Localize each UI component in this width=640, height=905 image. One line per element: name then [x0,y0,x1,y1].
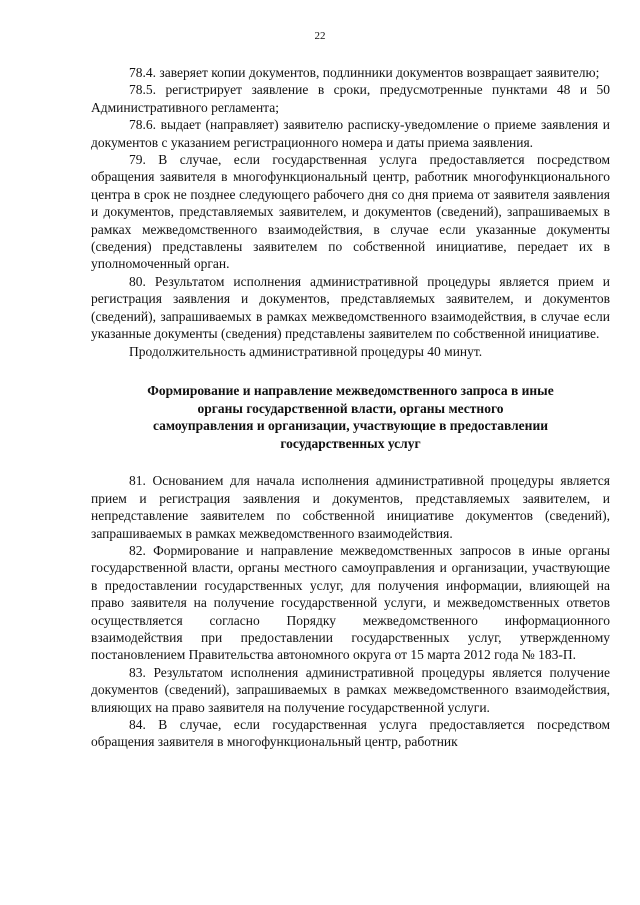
heading-line: органы государственной власти, органы местного [197,400,504,416]
paragraph-78-4: 78.4. заверяет копии документов, подлинники документов возвращает заявителю; [129,65,600,80]
heading-line: самоуправления и организации, участвующие в предоставлении [152,418,549,434]
section-administrative-procedure-reception [91,64,610,360]
heading-line: государственных услуг [280,435,421,451]
paragraph-79: 79. В случае, если государственная услуга предоставляется посредством обращения заявителя в многофункциональный центр, работник многофункционального центра в срок не позднее следующего рабочего дня со дня приема от заявителя заявления и документов, представляемых заявителем, и документов (сведений), запрашиваемых в рамках межведомственного взаимодействия, в случае если указанные документы (сведения) представлены заявителем по собственной инициативе, передает их в уполномоченный орган. [91,152,610,272]
section-heading [91,382,610,452]
paragraph-82: 82. Формирование и направление межведомственных запросов в иные органы государственной власти, органы местного самоуправления и организации, участвующие в предоставлении государственных услуг, для получения информации, влияющей на право заявителя на получение государственной услуги, и межведомственных ответов осуществляется согласно Порядку межведомственного информационного взаимодействия при предоставлении государственных услуг, утвержденному постановлением Правительства автономного округа от 15 марта 2012 года № 183-П. [91,542,610,663]
paragraph-81: 81. Основанием для начала исполнения административной процедуры является прием и регистрация заявления и документов, представляемых заявителем, и непредставление заявителем по собственной инициативе документов (сведений), запрашиваемых в рамках межведомственного взаимодействия. [91,473,610,541]
paragraph-duration: Продолжительность административной процедуры 40 минут. [129,343,483,359]
heading-line: Формирование и направление межведомственного запроса в иные [147,382,554,398]
document-body [91,64,610,751]
paragraph-83: 83. Результатом исполнения административной процедуры является получение документов (сведений), запрашиваемых в рамках межведомственного взаимодействия, влияющих на право заявителя на получение государственной услуги. [91,664,610,715]
paragraph-78-5: 78.5. регистрирует заявление в сроки, предусмотренные пунктами 48 и 50 Административного регламента; [91,82,610,115]
section-interagency-request [91,472,610,751]
paragraph-84: 84. В случае, если государственная услуга предоставляется посредством обращения заявителя в многофункциональный центр, работник [91,716,610,750]
page-number: 22 [314,30,326,42]
paragraph-78-6: 78.6. выдает (направляет) заявителю расписку-уведомление о приеме заявления и документов с указанием регистрационного номера и даты приема заявления. [91,117,610,150]
paragraph-80: 80. Результатом исполнения административной процедуры является прием и регистрация заявления и документов, представляемых заявителем, и документов (сведений), запрашиваемых в рамках межведомственного взаимодействия, в случае если указанные документы (сведения) представлены заявителем по собственной инициативе. [91,273,610,342]
